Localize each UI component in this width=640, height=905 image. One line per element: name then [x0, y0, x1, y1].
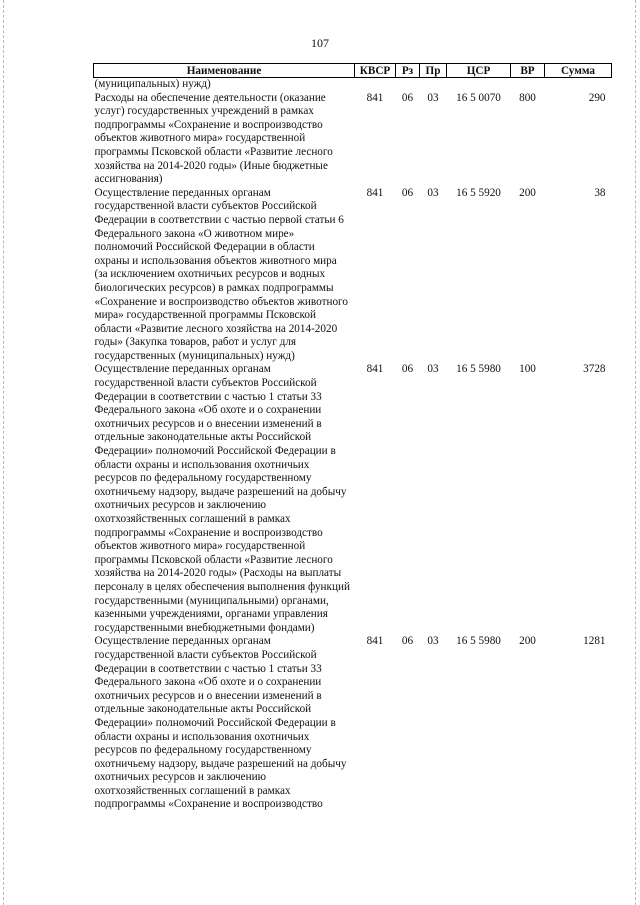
header-sum: Сумма [545, 64, 612, 78]
carryover-text: (муниципальных) нужд) [94, 78, 211, 90]
header-rz: Рз [396, 64, 420, 78]
row-name: Расходы на обеспечение деятельности (оказание услуг) государственных учреждений в рамках подпрограммы «Сохранение и воспроизводство объектов животного мира» государственной программы Псковской области «Развитие лесного хозяйства на 2014-2020 годы» (Иные бюджетные ассигнования) [94, 91, 333, 186]
table-row [94, 92, 612, 187]
budget-table [93, 63, 612, 812]
header-csr: ЦСР [447, 64, 511, 78]
row-rz: 06 [401, 186, 414, 199]
row-pr: 03 [427, 635, 439, 648]
carryover-row [94, 78, 612, 92]
row-name: Осуществление переданных органам государственной власти субъектов Российской Федерации в соответствии с частью 1 статьи 33 Федерального закона «Об охоте и о сохранении охотничьих ресурсов и о внесении изменений в отдельные законодательные акты Российской Федерации» полномочий Российской Федерации в области охраны и использования охотничьих ресурсов по федеральному государственному охотничьему надзору, выдаче разрешений на добычу охотничьих ресурсов и заключению охотхозяйственных соглашений в рамках подпрограммы «Сохранение и воспроизводство объектов животного мира» государственной программы Псковской области «Развитие лесного хозяйства на 2014-2020 годы» (Расходы на выплаты персоналу в целях обеспечения выполнения функций государственными (муниципальными) органами, казенными учреждениями, органами управления государственными внебюджетными фондами) [94, 363, 350, 634]
row-vr: 200 [519, 635, 536, 648]
row-sum: 1281 [583, 635, 606, 648]
row-name: Осуществление переданных органам государственной власти субъектов Российской Федерации в соответствии с частью первой статьи 6 Федерального закона «О животном мире» полномочий Российской Федерации в области охраны и использования объектов животного мира (за исключением охотничьих ресурсов и водных биологических ресурсов) в рамках подпрограммы «Сохранение и воспроизводство объектов животного мира» государственной программы Псковской области «Развитие лесного хозяйства на 2014-2020 годы» (Закупка товаров, работ и услуг для государственных (муниципальных) нужд) [94, 186, 348, 362]
row-csr: 16 5 5980 [456, 363, 501, 376]
row-vr: 100 [519, 363, 536, 376]
row-rz: 06 [401, 363, 414, 376]
row-pr: 03 [427, 186, 439, 199]
row-csr: 16 5 0070 [456, 91, 501, 104]
row-csr: 16 5 5920 [456, 186, 501, 199]
table-header [94, 64, 612, 78]
scan-edge-right [635, 0, 637, 905]
header-row [94, 64, 612, 78]
header-kvsr: КВСР [355, 64, 396, 78]
page-number: 107 [311, 36, 329, 50]
table-row [94, 363, 612, 635]
header-vr: ВР [511, 64, 545, 78]
row-vr: 200 [519, 186, 536, 199]
header-name: Наименование [94, 64, 355, 78]
table-body [94, 78, 612, 813]
row-sum: 290 [588, 91, 606, 104]
scan-edge-left [3, 0, 5, 905]
row-name: Осуществление переданных органам государственной власти субъектов Российской Федерации в соответствии с частью 1 статьи 33 Федерального закона «Об охоте и о сохранении охотничьих ресурсов и о внесении изменений в отдельные законодательные акты Российской Федерации» полномочий Российской Федерации в области охраны и использования охотничьих ресурсов по федеральному государственному охотничьему надзору, выдаче разрешений на добычу охотничьих ресурсов и заключению охотхозяйственных соглашений в рамках подпрограммы «Сохранение и воспроизводство [94, 635, 347, 811]
row-kvsr: 841 [366, 363, 384, 376]
header-pr: Пр [420, 64, 447, 78]
row-sum: 38 [594, 186, 606, 199]
row-pr: 03 [427, 91, 439, 104]
row-pr: 03 [427, 363, 439, 376]
row-csr: 16 5 5980 [456, 635, 501, 648]
table-row [94, 187, 612, 364]
row-kvsr: 841 [366, 635, 384, 648]
row-rz: 06 [401, 91, 414, 104]
row-kvsr: 841 [366, 186, 384, 199]
row-sum: 3728 [583, 363, 606, 376]
row-rz: 06 [401, 635, 414, 648]
row-kvsr: 841 [366, 91, 384, 104]
table-row [94, 635, 612, 812]
row-vr: 800 [519, 91, 536, 104]
